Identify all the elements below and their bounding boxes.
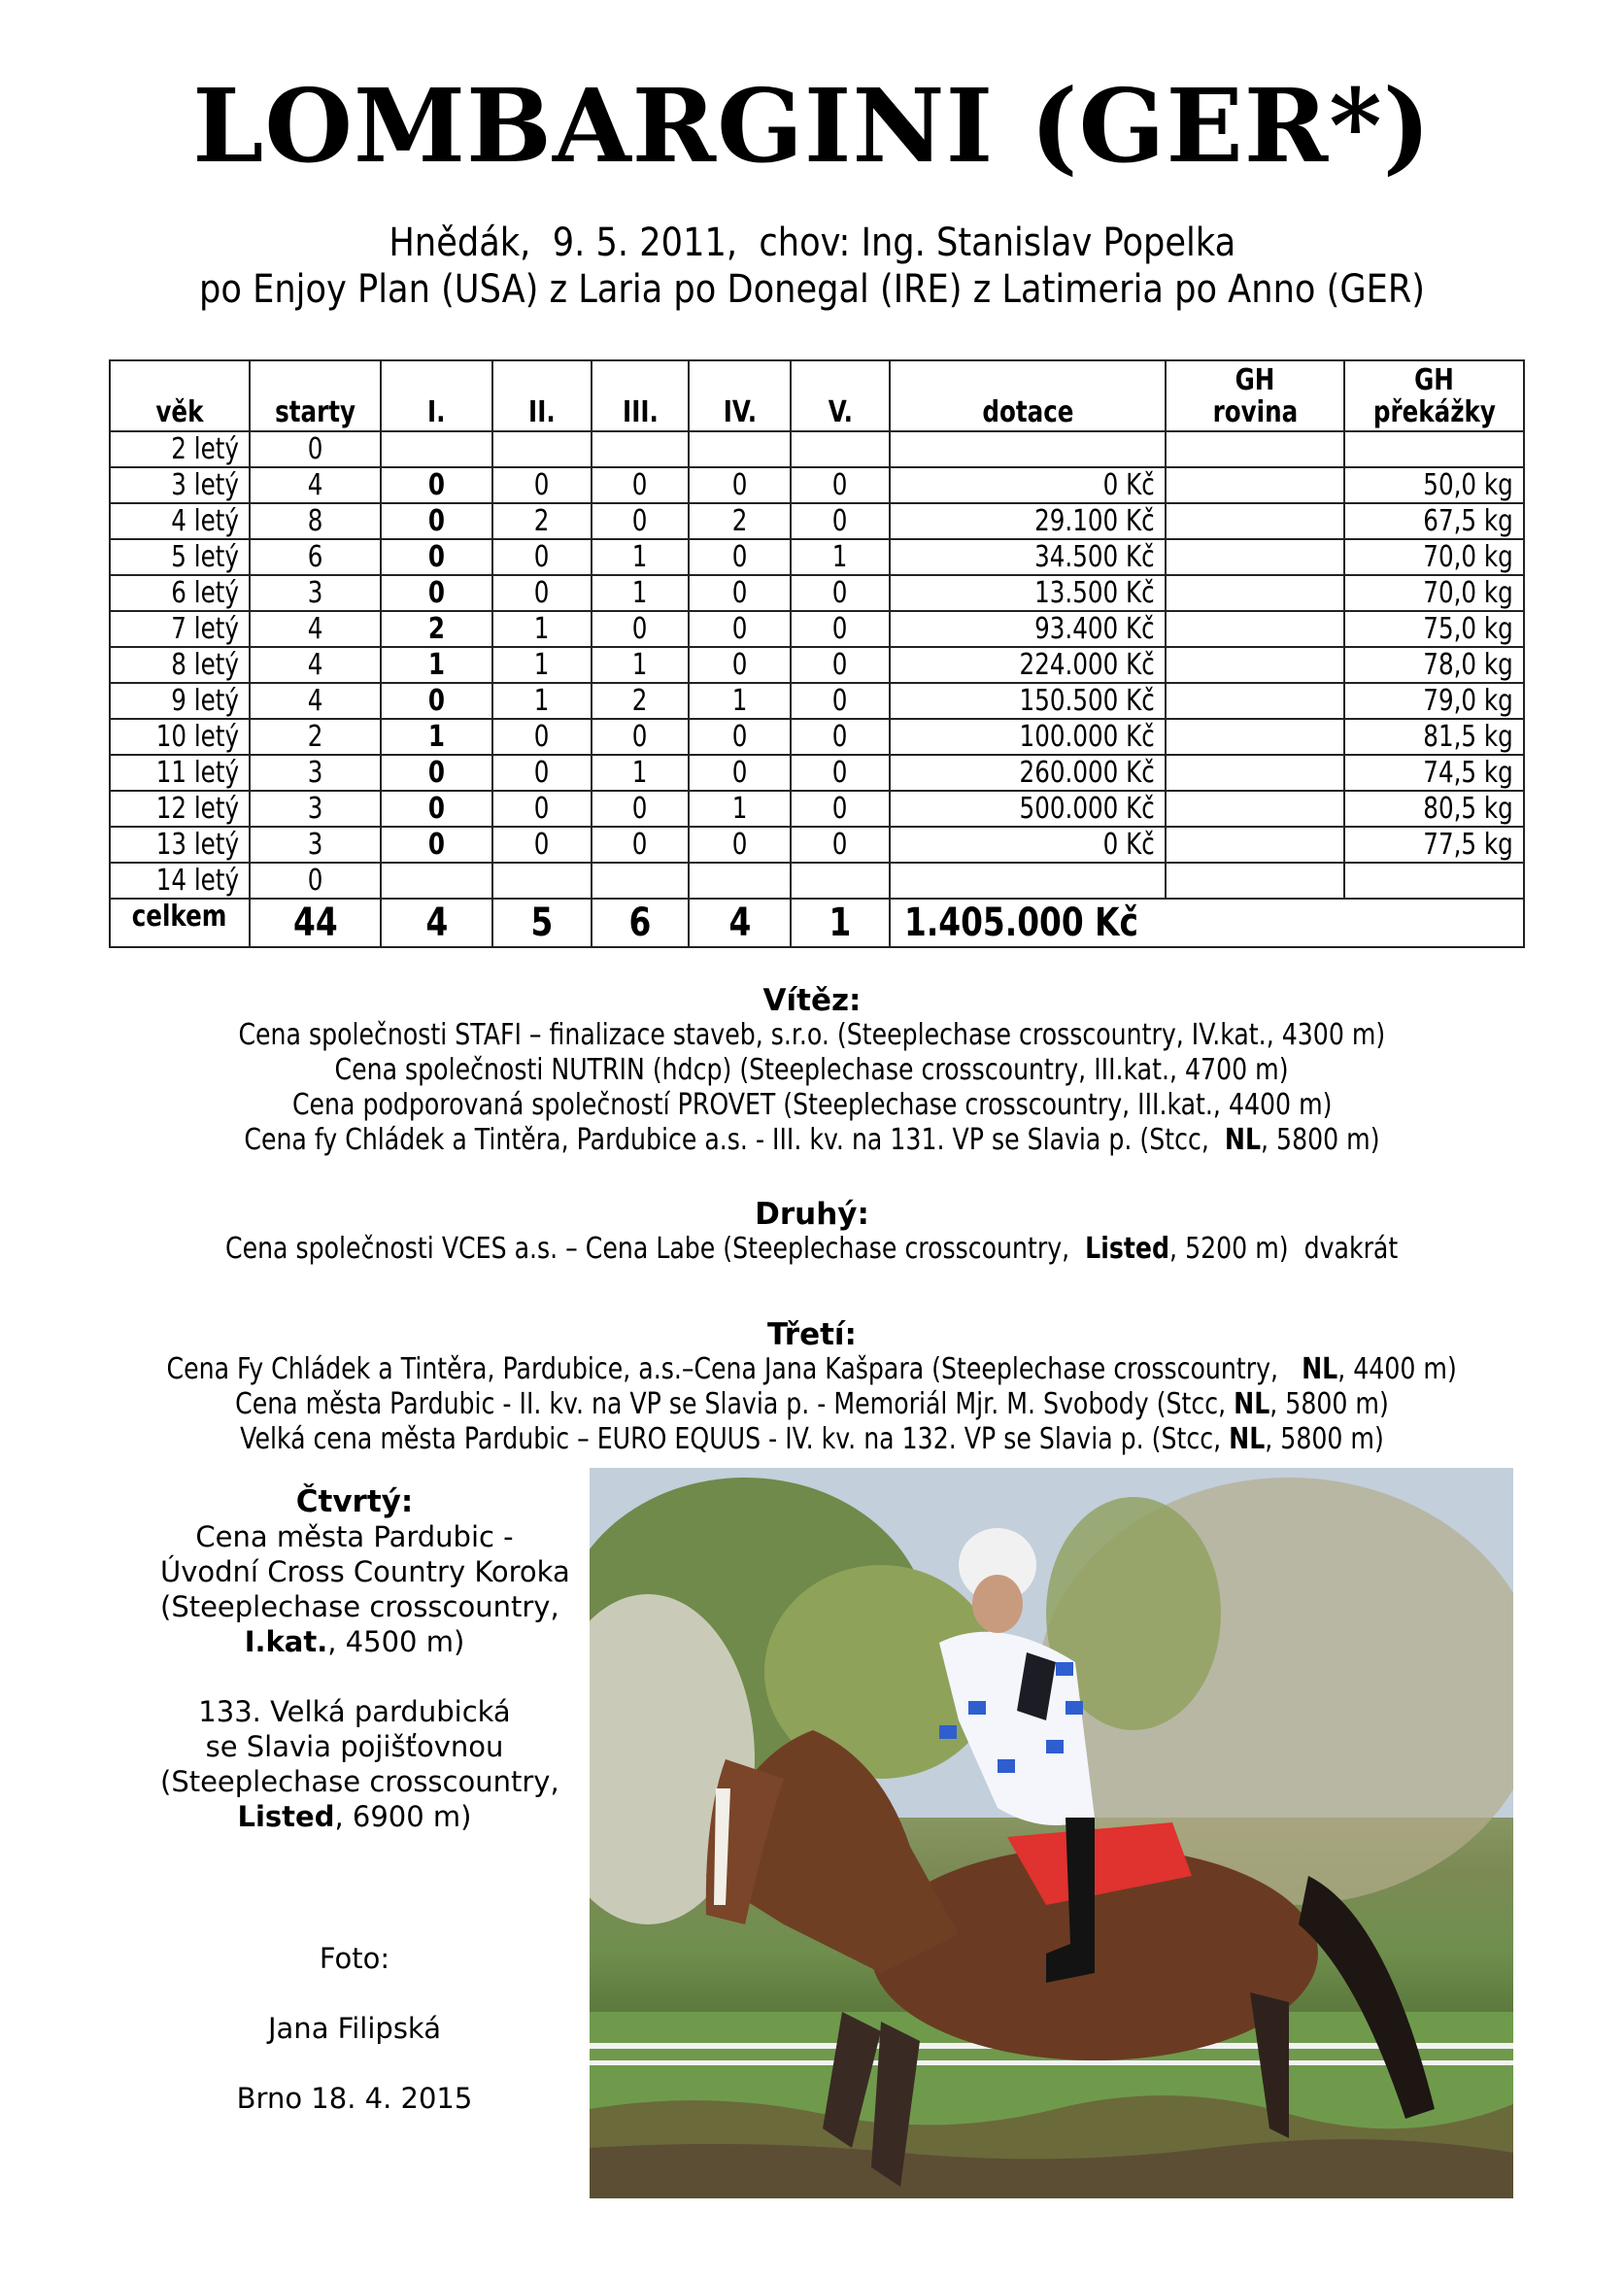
col-header-fifth: V. xyxy=(791,360,890,431)
starts-cell: 4 xyxy=(250,611,381,647)
starts-cell: 3 xyxy=(250,755,381,791)
gh-jumps-cell: 70,0 kg xyxy=(1344,575,1524,611)
gh-flat-cell xyxy=(1166,683,1344,719)
pedigree-text: po Enjoy Plan (USA) z Laria po Donegal (IRE) z Latimeria po Anno (GER) xyxy=(198,267,1426,312)
fourth-place-cell: 0 xyxy=(689,755,791,791)
gh-jumps-cell: 81,5 kg xyxy=(1344,719,1524,755)
second-place-cell xyxy=(492,863,592,899)
first-place-cell: 2 xyxy=(381,611,492,647)
win-race-3: Cena podporovaná společností PROVET (Steeplechase crosscountry, III.kat., 4400 m) xyxy=(291,1088,1333,1122)
table-row xyxy=(110,863,1524,899)
age-cell: 9 letý xyxy=(110,683,250,719)
starts-cell: 3 xyxy=(250,791,381,827)
starts-cell: 3 xyxy=(250,827,381,863)
third-place-cell: 0 xyxy=(592,719,689,755)
third-place-cell: 0 xyxy=(592,467,689,503)
first-place-cell xyxy=(381,431,492,467)
fourth-place-race-2 xyxy=(160,1694,559,1834)
starts-cell: 4 xyxy=(250,683,381,719)
gh-jumps-cell: 77,5 kg xyxy=(1344,827,1524,863)
gh-jumps-cell: 50,0 kg xyxy=(1344,467,1524,503)
first-place-cell: 0 xyxy=(381,755,492,791)
age-cell: 6 letý xyxy=(110,575,250,611)
gh-flat-cell xyxy=(1166,503,1344,539)
table-header-row xyxy=(110,360,1524,431)
second-place-race-1: Cena společnosti VCES a.s. – Cena Labe (Steeplechase crosscountry, Listed, 5200 m) dvakrát xyxy=(225,1232,1399,1266)
first-place-cell: 0 xyxy=(381,683,492,719)
second-place-cell: 1 xyxy=(492,683,592,719)
age-cell: 14 letý xyxy=(110,863,250,899)
first-place-cell: 0 xyxy=(381,467,492,503)
third-place-cell: 0 xyxy=(592,827,689,863)
gh-jumps-cell: 70,0 kg xyxy=(1344,539,1524,575)
fourth-places-heading: Čtvrtý: xyxy=(295,1484,414,1519)
fourth-place-cell: 0 xyxy=(689,719,791,755)
gh-flat-cell xyxy=(1166,647,1344,683)
wins-heading: Vítěz: xyxy=(762,983,862,1018)
col-header-gh-jumps: GH překážky xyxy=(1344,360,1524,431)
win-race-4: Cena fy Chládek a Tintěra, Pardubice a.s. - III. kv. na 131. VP se Slavia p. (Stcc, NL, 5800 m) xyxy=(244,1123,1380,1157)
age-cell: 4 letý xyxy=(110,503,250,539)
prize-money-cell: 100.000 Kč xyxy=(890,719,1166,755)
fifth-place-cell: 0 xyxy=(791,467,890,503)
second-place-cell: 1 xyxy=(492,647,592,683)
first-place-cell: 0 xyxy=(381,539,492,575)
third-place-cell: 1 xyxy=(592,575,689,611)
fifth-place-cell: 0 xyxy=(791,827,890,863)
photographer-name: Jana Filipská xyxy=(267,2012,441,2045)
gh-flat-cell xyxy=(1166,611,1344,647)
third-place-race-3: Velká cena města Pardubic – EURO EQUUS - IV. kv. na 132. VP se Slavia p. (Stcc, NL, 5800 m) xyxy=(240,1422,1384,1456)
total-second: 5 xyxy=(492,899,592,947)
fifth-place-cell: 0 xyxy=(791,503,890,539)
third-place-cell xyxy=(592,863,689,899)
win-race-1: Cena společnosti STAFI – finalizace staveb, s.r.o. (Steeplechase crosscountry, IV.kat., 4300 m) xyxy=(238,1018,1386,1052)
third-place-race-2: Cena města Pardubic - II. kv. na VP se Slavia p. - Memoriál Mjr. M. Svobody (Stcc, NL, 5800 m) xyxy=(235,1387,1389,1421)
gh-flat-cell xyxy=(1166,863,1344,899)
table-row xyxy=(110,539,1524,575)
col-header-second: II. xyxy=(492,360,592,431)
gh-flat-cell xyxy=(1166,431,1344,467)
fourth-race-2-line-1: 133. Velká pardubická xyxy=(198,1695,511,1728)
prize-money-cell: 34.500 Kč xyxy=(890,539,1166,575)
fourth-place-cell: 0 xyxy=(689,611,791,647)
fifth-place-cell: 0 xyxy=(791,755,890,791)
second-place-cell: 0 xyxy=(492,467,592,503)
second-place-cell: 0 xyxy=(492,755,592,791)
gh-jumps-cell: 75,0 kg xyxy=(1344,611,1524,647)
fifth-place-cell: 0 xyxy=(791,611,890,647)
third-places-heading: Třetí: xyxy=(767,1317,857,1352)
prize-money-cell: 500.000 Kč xyxy=(890,791,1166,827)
second-place-cell: 0 xyxy=(492,575,592,611)
col-header-prize-money: dotace xyxy=(890,360,1166,431)
age-cell: 2 letý xyxy=(110,431,250,467)
gh-flat-cell xyxy=(1166,827,1344,863)
fourth-race-2-line-4: Listed, 6900 m) xyxy=(237,1800,472,1833)
age-cell: 8 letý xyxy=(110,647,250,683)
second-places-heading: Druhý: xyxy=(755,1197,869,1232)
table-row xyxy=(110,647,1524,683)
prize-money-cell: 224.000 Kč xyxy=(890,647,1166,683)
prize-money-cell: 93.400 Kč xyxy=(890,611,1166,647)
table-row xyxy=(110,467,1524,503)
second-place-cell: 0 xyxy=(492,827,592,863)
fourth-places-section xyxy=(160,1484,570,1659)
fifth-place-cell: 0 xyxy=(791,719,890,755)
place-date: Brno 18. 4. 2015 xyxy=(236,2082,473,2115)
prize-money-cell xyxy=(890,431,1166,467)
gh-flat-cell xyxy=(1166,467,1344,503)
fifth-place-cell xyxy=(791,863,890,899)
horse-jumping-photo xyxy=(590,1468,1513,2198)
prize-money-cell: 29.100 Kč xyxy=(890,503,1166,539)
age-cell: 10 letý xyxy=(110,719,250,755)
table-row xyxy=(110,503,1524,539)
horse-details-line xyxy=(0,220,1624,266)
col-header-starts: starty xyxy=(250,360,381,431)
fifth-place-cell: 0 xyxy=(791,575,890,611)
prize-money-cell xyxy=(890,863,1166,899)
starts-cell: 0 xyxy=(250,431,381,467)
fourth-race-2-line-3: (Steeplechase crosscountry, xyxy=(160,1765,559,1798)
photo-credits xyxy=(160,1941,549,2151)
table-row xyxy=(110,431,1524,467)
table-row xyxy=(110,575,1524,611)
prize-money-cell: 13.500 Kč xyxy=(890,575,1166,611)
age-cell: 5 letý xyxy=(110,539,250,575)
age-cell: 11 letý xyxy=(110,755,250,791)
third-place-cell: 1 xyxy=(592,647,689,683)
horse-photo-illustration xyxy=(590,1468,1513,2198)
table-row xyxy=(110,719,1524,755)
second-places-section xyxy=(0,1197,1624,1267)
age-cell: 13 letý xyxy=(110,827,250,863)
fifth-place-cell: 0 xyxy=(791,647,890,683)
prize-money-cell: 0 Kč xyxy=(890,827,1166,863)
table-total-row xyxy=(110,899,1524,947)
fourth-race-1-line-4: I.kat., 4500 m) xyxy=(244,1625,465,1658)
total-prize-money: 1.405.000 Kč xyxy=(890,899,1524,947)
third-place-cell: 0 xyxy=(592,503,689,539)
starts-cell: 0 xyxy=(250,863,381,899)
first-place-cell xyxy=(381,863,492,899)
gh-flat-cell xyxy=(1166,539,1344,575)
fourth-race-1-line-1: Cena města Pardubic - xyxy=(195,1520,514,1553)
fourth-place-cell: 0 xyxy=(689,575,791,611)
pedigree-line xyxy=(0,266,1624,313)
total-first: 4 xyxy=(381,899,492,947)
table-row xyxy=(110,755,1524,791)
col-header-fourth: IV. xyxy=(689,360,791,431)
gh-jumps-cell xyxy=(1344,863,1524,899)
second-place-cell xyxy=(492,431,592,467)
third-place-cell: 2 xyxy=(592,683,689,719)
total-label: celkem xyxy=(110,899,250,947)
age-cell: 3 letý xyxy=(110,467,250,503)
gh-flat-cell xyxy=(1166,719,1344,755)
fourth-place-cell xyxy=(689,431,791,467)
first-place-cell: 1 xyxy=(381,647,492,683)
gh-jumps-cell: 74,5 kg xyxy=(1344,755,1524,791)
fourth-race-1-line-2: Úvodní Cross Country Koroka xyxy=(160,1555,570,1588)
starts-cell: 2 xyxy=(250,719,381,755)
fifth-place-cell: 0 xyxy=(791,683,890,719)
third-place-cell: 0 xyxy=(592,791,689,827)
fourth-place-cell xyxy=(689,863,791,899)
fourth-place-cell: 0 xyxy=(689,827,791,863)
starts-cell: 3 xyxy=(250,575,381,611)
first-place-cell: 0 xyxy=(381,575,492,611)
fourth-place-cell: 1 xyxy=(689,791,791,827)
starts-cell: 8 xyxy=(250,503,381,539)
third-place-cell: 1 xyxy=(592,755,689,791)
second-place-cell: 0 xyxy=(492,539,592,575)
col-header-gh-flat: GH rovina xyxy=(1166,360,1344,431)
second-place-cell: 0 xyxy=(492,791,592,827)
col-header-age: věk xyxy=(110,360,250,431)
fourth-place-cell: 2 xyxy=(689,503,791,539)
fourth-place-cell: 0 xyxy=(689,467,791,503)
col-header-first: I. xyxy=(381,360,492,431)
total-starts: 44 xyxy=(250,899,381,947)
fourth-place-cell: 0 xyxy=(689,539,791,575)
photo-label: Foto: xyxy=(319,1942,390,1975)
gh-jumps-cell: 67,5 kg xyxy=(1344,503,1524,539)
gh-jumps-cell: 79,0 kg xyxy=(1344,683,1524,719)
gh-flat-cell xyxy=(1166,791,1344,827)
age-cell: 12 letý xyxy=(110,791,250,827)
wins-section xyxy=(0,983,1624,1158)
race-statistics-table xyxy=(109,359,1525,948)
table-row xyxy=(110,683,1524,719)
first-place-cell: 0 xyxy=(381,503,492,539)
second-place-cell: 2 xyxy=(492,503,592,539)
gh-jumps-cell xyxy=(1344,431,1524,467)
first-place-cell: 0 xyxy=(381,827,492,863)
second-place-cell: 1 xyxy=(492,611,592,647)
win-race-2: Cena společnosti NUTRIN (hdcp) (Steeplechase crosscountry, III.kat., 4700 m) xyxy=(334,1053,1290,1087)
fourth-race-2-line-2: se Slavia pojišťovnou xyxy=(205,1730,504,1763)
prize-money-cell: 0 Kč xyxy=(890,467,1166,503)
col-header-third: III. xyxy=(592,360,689,431)
third-place-cell: 1 xyxy=(592,539,689,575)
starts-cell: 4 xyxy=(250,647,381,683)
fifth-place-cell: 0 xyxy=(791,791,890,827)
total-third: 6 xyxy=(592,899,689,947)
gh-flat-cell xyxy=(1166,575,1344,611)
prize-money-cell: 260.000 Kč xyxy=(890,755,1166,791)
age-cell: 7 letý xyxy=(110,611,250,647)
fourth-place-cell: 1 xyxy=(689,683,791,719)
table-row xyxy=(110,827,1524,863)
horse-details-text: Hnědák, 9. 5. 2011, chov: Ing. Stanislav Popelka xyxy=(389,221,1235,265)
table-row xyxy=(110,611,1524,647)
starts-cell: 6 xyxy=(250,539,381,575)
fifth-place-cell: 1 xyxy=(791,539,890,575)
total-fifth: 1 xyxy=(791,899,890,947)
third-place-cell xyxy=(592,431,689,467)
third-place-cell: 0 xyxy=(592,611,689,647)
gh-flat-cell xyxy=(1166,755,1344,791)
fifth-place-cell xyxy=(791,431,890,467)
third-places-section xyxy=(0,1317,1624,1457)
first-place-cell: 0 xyxy=(381,791,492,827)
horse-name-title: LOMBARGINI (GER*) xyxy=(192,66,1432,186)
total-fourth: 4 xyxy=(689,899,791,947)
first-place-cell: 1 xyxy=(381,719,492,755)
gh-jumps-cell: 78,0 kg xyxy=(1344,647,1524,683)
prize-money-cell: 150.500 Kč xyxy=(890,683,1166,719)
third-place-race-1: Cena Fy Chládek a Tintěra, Pardubice, a.s.–Cena Jana Kašpara (Steeplechase crosscountry, NL, 4400 m) xyxy=(166,1352,1458,1386)
fourth-race-1-line-3: (Steeplechase crosscountry, xyxy=(160,1590,559,1623)
second-place-cell: 0 xyxy=(492,719,592,755)
gh-jumps-cell: 80,5 kg xyxy=(1344,791,1524,827)
starts-cell: 4 xyxy=(250,467,381,503)
fourth-place-cell: 0 xyxy=(689,647,791,683)
table-row xyxy=(110,791,1524,827)
